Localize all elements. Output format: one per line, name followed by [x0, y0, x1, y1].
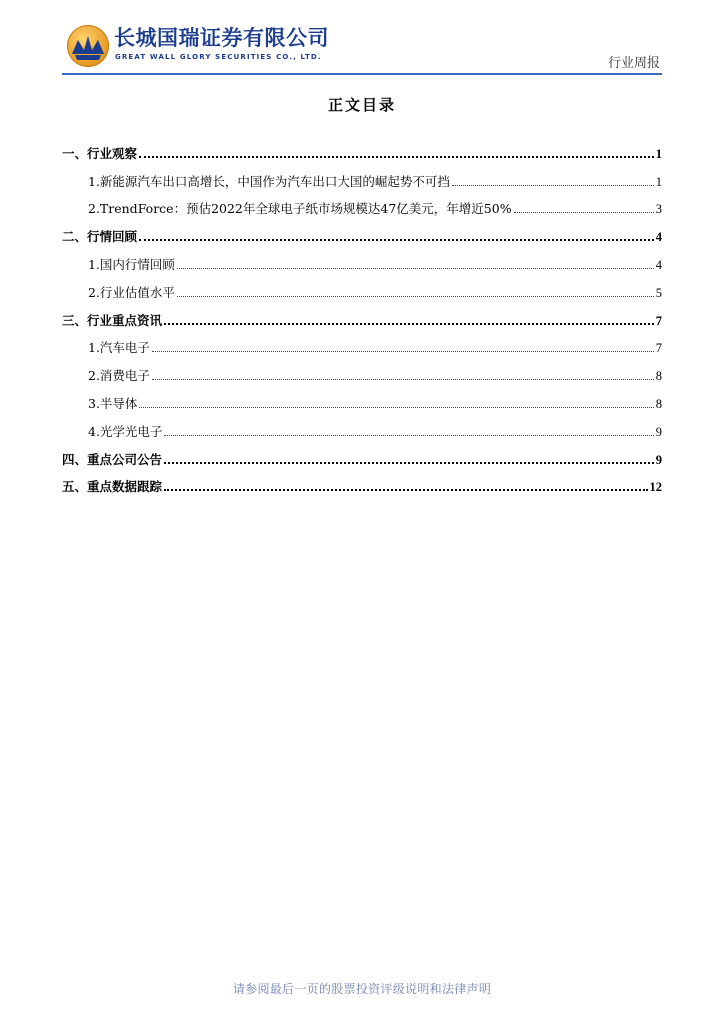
company-name-cn: 长城国瑞证券有限公司 [114, 26, 329, 50]
table-of-contents [62, 136, 662, 497]
toc-dot-leader [152, 351, 654, 352]
great-wall-logo-icon [66, 24, 110, 68]
toc-page-number: 9 [655, 424, 662, 439]
toc-subsection-entry[interactable] [62, 358, 662, 386]
toc-page-number: 7 [655, 313, 662, 328]
toc-dot-leader [514, 212, 654, 213]
toc-entry-label: 三、行业重点资讯 [62, 312, 163, 328]
toc-page-number: 1 [655, 146, 662, 161]
toc-subsection-entry[interactable] [62, 414, 662, 442]
toc-entry-label: 4.光学光电子 [88, 423, 163, 439]
toc-subsection-entry[interactable] [62, 192, 662, 220]
toc-entry-label: 1.汽车电子 [88, 340, 150, 356]
toc-entry-label: 1.国内行情回顾 [88, 256, 175, 272]
header-divider [62, 73, 662, 75]
toc-page-number: 4 [655, 230, 662, 245]
toc-section-entry[interactable] [62, 136, 662, 164]
page-header [0, 0, 724, 80]
toc-section-entry[interactable] [62, 219, 662, 247]
toc-dot-leader [152, 379, 654, 380]
toc-entry-label: 2.消费电子 [88, 368, 150, 384]
toc-dot-leader [164, 489, 647, 491]
toc-page-number: 8 [655, 369, 662, 384]
toc-page-number: 3 [655, 202, 662, 217]
toc-entry-label: 一、行业观察 [62, 145, 138, 161]
toc-dot-leader [177, 296, 654, 297]
toc-subsection-entry[interactable] [62, 164, 662, 192]
toc-dot-leader [139, 239, 654, 241]
report-type-label: 行业周报 [607, 56, 660, 71]
toc-subsection-entry[interactable] [62, 247, 662, 275]
toc-section-entry[interactable] [62, 442, 662, 470]
toc-page-number: 4 [655, 257, 662, 272]
toc-dot-leader [164, 435, 653, 436]
toc-entry-label: 四、重点公司公告 [62, 451, 163, 467]
toc-section-entry[interactable] [62, 470, 662, 498]
toc-page-number: 7 [655, 341, 662, 356]
toc-dot-leader [177, 268, 654, 269]
toc-subsection-entry[interactable] [62, 275, 662, 303]
toc-entry-label: 1.新能源汽车出口高增长，中国作为汽车出口大国的崛起势不可挡 [88, 173, 450, 189]
toc-page-number: 12 [649, 480, 662, 495]
toc-page-number: 9 [655, 452, 662, 467]
toc-entry-label: 二、行情回顾 [62, 229, 138, 245]
toc-section-entry[interactable] [62, 303, 662, 331]
toc-entry-label: 2.行业估值水平 [88, 284, 175, 300]
toc-page-number: 8 [655, 396, 662, 411]
toc-page-number: 1 [655, 174, 662, 189]
toc-dot-leader [139, 407, 653, 408]
toc-dot-leader [164, 462, 654, 464]
toc-subsection-entry[interactable] [62, 386, 662, 414]
toc-dot-leader [164, 323, 654, 325]
toc-entry-label: 五、重点数据跟踪 [62, 479, 163, 495]
toc-entry-label: 2.TrendForce：预估2022年全球电子纸市场规模达47亿美元，年增近50% [88, 201, 512, 217]
toc-subsection-entry[interactable] [62, 331, 662, 359]
footer-disclaimer: 请参阅最后一页的股票投资评级说明和法律声明 [232, 982, 492, 996]
toc-dot-leader [452, 185, 654, 186]
toc-dot-leader [139, 156, 654, 158]
toc-title: 正文目录 [327, 96, 396, 114]
toc-entry-label: 3.半导体 [88, 395, 138, 411]
company-name-en: GREAT WALL GLORY SECURITIES CO., LTD. [115, 53, 322, 61]
toc-page-number: 5 [655, 285, 662, 300]
